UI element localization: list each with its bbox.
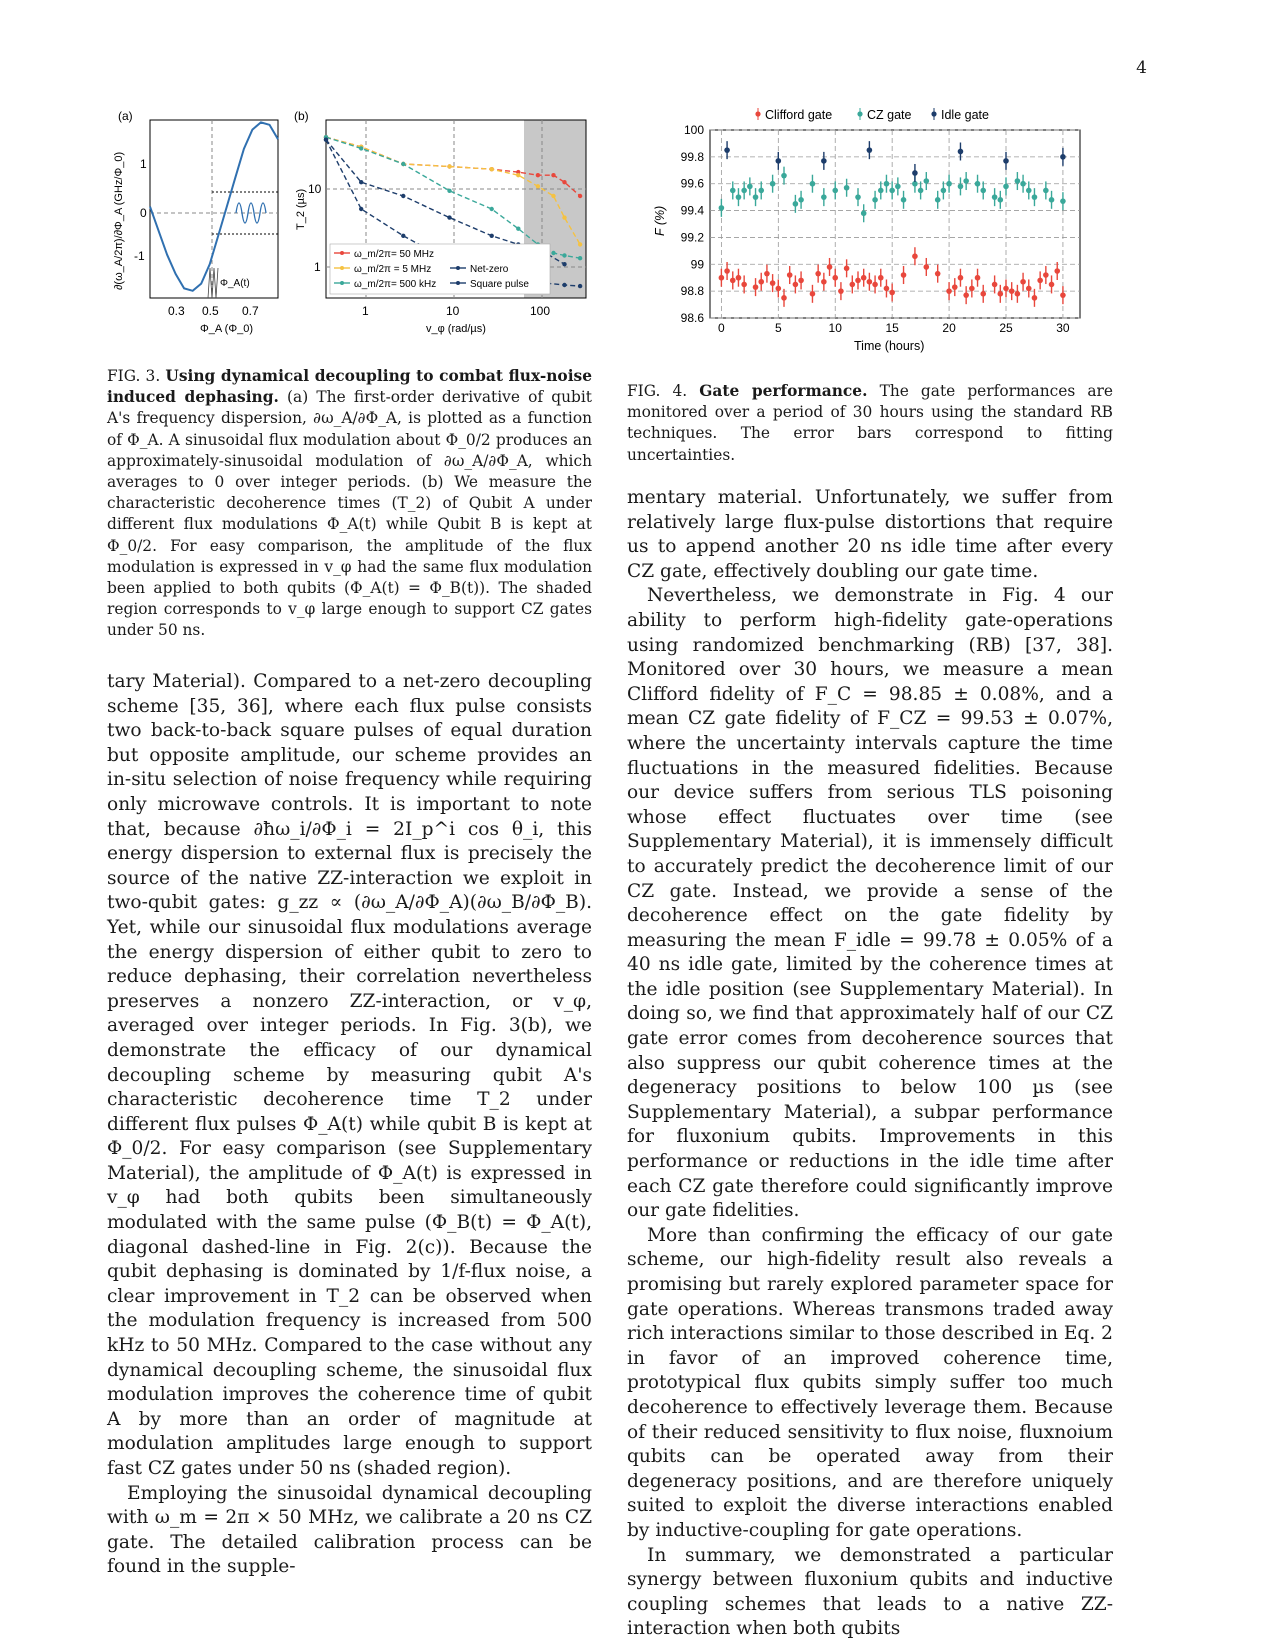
fig4-data-point (975, 181, 981, 187)
fig3b-ytick: 1 (314, 260, 321, 274)
fig4-data-point (776, 158, 782, 164)
fig3b-legend-item: Square pulse (470, 279, 529, 290)
fig4-ytick-label: 99.4 (680, 203, 704, 218)
fig3b-data-point (359, 180, 363, 184)
fig4-data-point (884, 286, 890, 292)
fig3a-flux-pulse (208, 268, 218, 298)
fig4-data-point (1054, 268, 1060, 274)
fig3b-data-point (562, 283, 566, 287)
fig3b-data-point (401, 234, 405, 238)
fig4-data-point (935, 271, 941, 277)
fig3b-legend (330, 244, 550, 294)
fig4-data-point (901, 197, 907, 203)
fig4-data-point (787, 272, 793, 278)
fig3b-legend-item: ω_m/2π= 500 kHz (354, 279, 437, 290)
fig3b-xtick: 100 (530, 304, 551, 318)
fig4-data-point (872, 282, 878, 288)
fig4-gridlines (710, 130, 1080, 318)
fig4-data-point (998, 291, 1004, 297)
fig4-data-point (838, 288, 844, 294)
fig3b-data-point (578, 242, 582, 246)
fig4-data-point (1037, 278, 1043, 284)
fig4-data-point (924, 178, 930, 184)
fig4-data-point (793, 282, 799, 288)
fig4-data-point (776, 286, 782, 292)
fig4-data-point (832, 275, 838, 281)
fig3-caption-text: (a) The first-order derivative of qubit A's frequency dispersion, ∂ω_A/∂Φ_A, is plotted as a function of Φ_A. A sinusoidal flux modulation about Φ_0/2 produces an approximately-sinusoidal modulation of ∂ω_A/∂Φ_A, which averages to 0 over integer periods. (b) We measure the characteristic decoherence times (T_2) of Qubit A under different flux modulations Φ_A(t) while Qubit B is kept at Φ_0/2. For easy comparison, the amplitude of the flux modulation is expressed in v_φ had the same flux modulation been applied to both qubits (Φ_A(t) = Φ_B(t)). The shaded region corresponds to v_φ large enough to support CZ gates under 50 ns. (107, 388, 592, 640)
fig4-data-point (941, 188, 947, 194)
fig3b-data-point (401, 194, 405, 198)
fig4-xtick-label: 5 (774, 321, 782, 335)
fig4-data-point (832, 188, 838, 194)
fig4-data-point (980, 188, 986, 194)
fig4-data-point (747, 184, 753, 190)
fig4-data-point (1015, 291, 1021, 297)
fig4-data-point (958, 184, 964, 190)
right-paragraph-3: More than confirming the efficacy of our gate scheme, our high-fidelity result also reveals a promising but rarely explored parameter space for gate operations. Whereas transmons traded away rich interactions similar to those described in Eq. 2 in favor of an improved coherence time, prototypical flux qubits simply suffer too much decoherence to effectively leverage them. Because of their reduced sensitivity to flux noise, fluxnoium qubits can be operated away from their degeneracy positions, and are therefore uniquely suited to exploit the diverse interactions enabled by inductive-coupling for gate operations. (627, 1224, 1113, 1541)
fig3b-legend-item: ω_m/2π = 5 MHz (354, 264, 432, 275)
fig4-data-point (770, 181, 776, 187)
fig4-xtick-label: 15 (885, 321, 899, 335)
fig3b-legend-item: ω_m/2π= 50 MHz (354, 249, 435, 260)
fig3a-dispersion-curve (150, 122, 278, 290)
fig3-caption-label: FIG. 3. (107, 367, 161, 385)
left-paragraph-1: tary Material). Compared to a net-zero decoupling scheme [35, 36], where each flux pulse consists two back-to-back square pulses of equal duration but opposite amplitude, our scheme provides an in-situ selection of noise frequency while requiring only microwave controls. It is important to note that, because ∂ħω_i/∂Φ_i = 2I_p^i cos θ_i, this energy dispersion to external flux is precisely the source of the native ZZ-interaction we exploit in two-qubit gates: g_zz ∝ (∂ω_A/∂Φ_A)(∂ω_B/∂Φ_B). Yet, while our sinusoidal flux modulations average the energy dispersion of either qubit to zero to reduce dephasing, their correlation nevertheless preserves a nonzero ZZ-interaction, or v_φ, averaged over integer periods. In Fig. 3(b), we demonstrate the efficacy of our dynamical decoupling scheme by measuring qubit A's characteristic decoherence time T_2 under different flux pulses Φ_A(t) while qubit B is kept at Φ_0/2. For easy comparison (see Supplementary Material), the amplitude of Φ_A(t) is expressed in v_φ had both qubits been simultaneously modulated with the same pulse (Φ_B(t) = Φ_A(t), diagonal dashed-line in Fig. 2(c)). Because the qubit dephasing is dominated by 1/f-flux noise, a clear improvement in T_2 can be observed when the modulation frequency is increased from 500 kHz to 50 MHz. Compared to the case without any dynamical decoupling scheme, the sinusoidal flux modulation improves the coherence time of qubit A by more than an order of magnitude at modulation amplitudes large enough to support fast CZ gates under 50 ns (shaded region). (107, 671, 592, 1479)
fig4-data-point (810, 291, 816, 297)
fig3b-data-point (536, 173, 540, 177)
fig4-data-point (998, 197, 1004, 203)
fig4-data-point (1049, 197, 1055, 203)
fig3b-data-point (359, 146, 363, 150)
fig4-data-point (855, 278, 861, 284)
fig4-data-point (850, 282, 856, 288)
fig3b-legend-item: Net-zero (470, 264, 509, 275)
fig4-data-point (867, 279, 873, 285)
fig4-caption-text: The gate performances are monitored over a period of 30 hours using the standard RB techniques. The error bars correspond to fitting uncertainties. (627, 382, 1113, 464)
fig3b-data-point (490, 234, 494, 238)
fig3a-xtick: 0.7 (242, 304, 259, 318)
fig4-data-point (912, 170, 918, 176)
fig4-data-point (1009, 288, 1015, 294)
fig4-data-point (821, 158, 827, 164)
fig4-data-point (821, 194, 827, 200)
fig4-data-point (736, 275, 742, 281)
fig4-data-point (1032, 295, 1038, 301)
fig3b-data-point (516, 173, 520, 177)
fig4-data-point (912, 253, 918, 259)
fig3a-ytick: 0 (140, 206, 147, 220)
fig4-data-point (1003, 158, 1009, 164)
fig3b-ylabel: T_2 (µs) (295, 188, 307, 230)
fig3b-data-point (490, 167, 494, 171)
fig4-data-point (946, 181, 952, 187)
fig4-data-point (980, 291, 986, 297)
fig3b-ytick: 10 (308, 182, 322, 196)
fig4-data-point (730, 278, 736, 284)
right-paragraph-2: Nevertheless, we demonstrate in Fig. 4 our ability to perform high-fidelity gate-operations using randomized benchmarking (RB) [37, 38]. Monitored over 30 hours, we measure a mean Clifford fidelity of F_C = 98.85 ± 0.08%, and a mean CZ gate fidelity of F_CZ = 99.53 ± 0.07%, where the uncertainty intervals capture the time fluctuations in the measured fidelities. Because our device suffers from serious TLS poisoning whose effect fluctuates over time (see Supplementary Material), it is immensely difficult to accurately predict the decoherence limit of our CZ gate. Instead, we provide a sense of the decoherence effect on the gate fidelity by measuring the mean F_idle = 99.78 ± 0.05% of a 40 ns idle gate, limited by the coherence times at the idle position (see Supplementary Material). In doing so, we find that approximately half of our CZ gate error comes from decoherence sources that also suppress our qubit coherence times at the degeneracy positions to below 100 µs (see Supplementary Material), a subpar performance for fluxonium qubits. Improvements in this performance or reductions in the idle time after each CZ gate therefore could significantly improve our gate fidelities. (627, 585, 1113, 1222)
fig3a-xtick: 0.3 (168, 304, 185, 318)
fig3b-data-point (551, 251, 555, 255)
fig4-data-point (1043, 188, 1049, 194)
fig4-data-point (895, 184, 901, 190)
fig4-xtick-label: 30 (1056, 321, 1070, 335)
fig3b-data-point (490, 207, 494, 211)
fig4-data-point (872, 197, 878, 203)
fig3b-data-point (359, 207, 363, 211)
fig4-data-point (901, 272, 907, 278)
fig4-data-point (992, 282, 998, 288)
fig4-data-point (861, 275, 867, 281)
fig4-data-point (1015, 178, 1021, 184)
fig3b-data-point (578, 256, 582, 260)
fig3b-data-point (447, 215, 451, 219)
fig4-data-point (1020, 279, 1026, 285)
figure-4 (640, 100, 1110, 360)
fig3b-data-point (562, 215, 566, 219)
fig3b-data-point (447, 189, 451, 193)
fig4-data-point (770, 280, 776, 286)
fig4-legend-item: Idle gate (941, 108, 989, 122)
fig3b-data-point (562, 180, 566, 184)
left-column (107, 670, 592, 1580)
fig3-panel-b-label: (b) (294, 109, 309, 123)
fig3b-data-point (536, 184, 540, 188)
fig3b-xtick: 1 (362, 304, 369, 318)
fig4-data-point (884, 181, 890, 187)
fig4-data-point (1032, 194, 1038, 200)
fig4-data-point (758, 279, 764, 285)
figure-3 (108, 100, 608, 350)
fig3a-ytick: 1 (140, 157, 147, 171)
fig4-data-point (1026, 286, 1032, 292)
fig3a-annotation: Φ_A(t) (220, 278, 250, 289)
fig4-data-point (758, 188, 764, 194)
fig4-xtick-label: 10 (828, 321, 842, 335)
fig4-ytick-label: 99.8 (680, 149, 704, 164)
fig4-data-point (946, 288, 952, 294)
fig4-data-point (878, 275, 884, 281)
fig4-caption (627, 381, 1113, 466)
fig4-data-point (1026, 188, 1032, 194)
fig4-data-point (844, 266, 850, 272)
fig4-data-point (855, 194, 861, 200)
fig4-data-point (1060, 198, 1066, 204)
right-paragraph-4: In summary, we demonstrated a particular synergy between fluxonium qubits and inductive coupling schemes that leads to a native ZZ-interaction when both qubits (627, 1544, 1113, 1640)
fig4-data-point (1049, 282, 1055, 288)
fig4-xtick-label: 0 (718, 321, 725, 335)
fig4-data-point (821, 279, 827, 285)
fig3b-xtick: 10 (446, 304, 460, 318)
left-paragraph-2: Employing the sinusoidal dynamical decoupling with ω_m = 2π × 50 MHz, we calibrate a 20 ns CZ gate. The detailed calibration process can be found in the supple- (107, 1482, 592, 1578)
fig4-data-point (958, 275, 964, 281)
fig3-panel-a-label: (a) (118, 109, 133, 123)
fig3b-data-point (578, 284, 582, 288)
fig4-caption-title: Gate performance. (699, 382, 868, 400)
fig4-xticks (718, 321, 1070, 335)
fig4-data-point (867, 147, 873, 153)
fig4-data-point (724, 268, 730, 274)
fig3b-data-point (562, 253, 566, 257)
fig4-data-point (1003, 184, 1009, 190)
fig4-data-point (741, 282, 747, 288)
fig3b-data-point (562, 262, 566, 266)
fig4-data-point (781, 295, 787, 301)
fig4-data-point (924, 264, 930, 270)
fig3b-data-point (578, 194, 582, 198)
fig3b-data-point (551, 173, 555, 177)
fig4-data-point (958, 149, 964, 155)
fig3b-xlabel: v_φ (rad/µs) (426, 323, 486, 335)
fig4-data-point (1060, 292, 1066, 298)
fig4-xtick-label: 25 (999, 321, 1013, 335)
fig3b-data-point (401, 162, 405, 166)
fig4-legend-item: CZ gate (867, 108, 912, 122)
fig4-ytick-label: 99.6 (680, 176, 704, 191)
fig4-data-point (827, 264, 833, 270)
fig3b-data-point (551, 194, 555, 198)
fig4-data-point (798, 197, 804, 203)
fig4-ytick-label: 99.2 (680, 230, 704, 245)
fig4-data-point (1003, 286, 1009, 292)
fig4-data-point (1020, 181, 1026, 187)
fig4-legend (755, 108, 989, 122)
fig4-data-point (1060, 154, 1066, 160)
fig3a-ylabel: ∂(ω_A/2π)/∂Φ_A (GHz/Φ_0) (113, 151, 125, 290)
fig4-data-point (753, 194, 759, 200)
fig4-data-point (963, 178, 969, 184)
fig4-data-point (844, 185, 850, 191)
fig4-data-point (724, 147, 730, 153)
fig4-data-point (793, 201, 799, 207)
right-paragraph-1: mentary material. Unfortunately, we suffer from relatively large flux-pulse distortions that require us to append another 20 ns idle time after every CZ gate, effectively doubling our gate time. (627, 487, 1113, 582)
fig4-data-point (963, 292, 969, 298)
fig4-data-point (969, 286, 975, 292)
fig4-ytick-label: 99 (690, 257, 704, 272)
fig4-yticks (681, 123, 705, 325)
fig4-data-point (798, 278, 804, 284)
page-number: 4 (1136, 58, 1147, 78)
fig4-data-point (935, 197, 941, 203)
fig4-data-point (1043, 272, 1049, 278)
fig3b-data-point (324, 138, 328, 142)
fig3a-xtick: 0.5 (202, 304, 219, 318)
fig4-xlabel: Time (hours) (854, 339, 925, 353)
fig4-data-point (781, 173, 787, 179)
fig4-data-point (975, 275, 981, 281)
fig4-data-point (952, 284, 958, 290)
fig3-caption (107, 366, 592, 642)
fig3a-curve-line (150, 122, 278, 290)
fig4-data-point (889, 290, 895, 296)
fig4-xtick-label: 20 (942, 321, 956, 335)
fig3b-data-point (447, 164, 451, 168)
fig4-data-point (815, 271, 821, 277)
fig4-data-point (741, 188, 747, 194)
right-column (627, 486, 1113, 1642)
fig4-data-point (889, 188, 895, 194)
fig4-data-point (918, 188, 924, 194)
fig4-data-point (810, 181, 816, 187)
fig4-ytick-label: 100 (683, 123, 704, 137)
fig4-caption-label: FIG. 4. (627, 382, 688, 400)
fig3-caption-title: Using dynamical decoupling to combat flux-noise induced dephasing. (107, 367, 592, 407)
fig4-data-point (736, 194, 742, 200)
fig4-data-point (861, 210, 867, 216)
fig4-ytick-label: 98.8 (680, 284, 704, 299)
fig4-data-point (992, 194, 998, 200)
fig3a-ytick: -1 (134, 249, 145, 263)
fig4-ylabel: F (%) (653, 205, 667, 236)
fig4-legend-item: Clifford gate (765, 108, 833, 122)
fig4-data-point (730, 188, 736, 194)
fig4-data-point (878, 188, 884, 194)
fig4-data-point (719, 275, 725, 281)
fig3a-xlabel: Φ_A (Φ_0) (200, 323, 254, 335)
fig3b-data-point (516, 227, 520, 231)
fig4-data-point (753, 284, 759, 290)
fig4-data-point (764, 271, 770, 277)
fig4-ytick-label: 98.6 (680, 311, 704, 325)
fig4-data-point (719, 205, 725, 211)
